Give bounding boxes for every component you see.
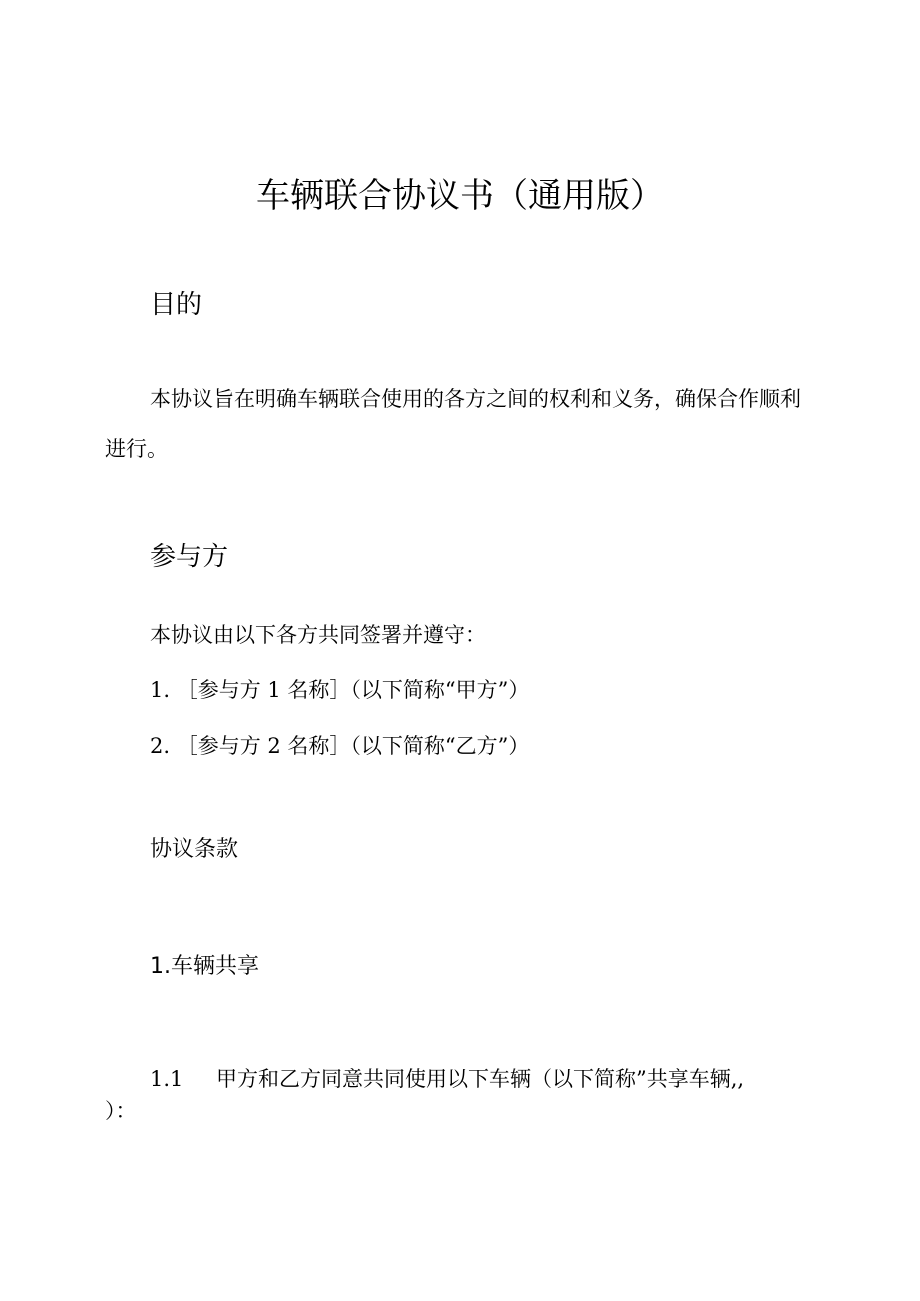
section-heading-parties: 参与方 xyxy=(150,542,229,572)
clause-text: 甲方和乙方同意共同使用以下车辆（以下简称”共享车辆,, xyxy=(216,1067,745,1091)
party-item-1: 1. ［参与方 1 名称］（以下简称“甲方”） xyxy=(150,678,530,702)
parties-intro: 本协议由以下各方共同签署并遵守： xyxy=(150,623,486,647)
clause-number: 1.1 xyxy=(150,1067,184,1091)
party-item-2: 2. ［参与方 2 名称］（以下简称“乙方”） xyxy=(150,734,530,758)
subheading-vehicle-sharing: 1.车辆共享 xyxy=(150,954,259,979)
clause-continuation: ）： xyxy=(105,1099,137,1123)
section-heading-terms: 协议条款 xyxy=(150,837,239,862)
purpose-paragraph: 本协议旨在明确车辆联合使用的各方之间的权利和义务，确保合作顺利进行。 xyxy=(105,387,801,461)
clause-1-1 xyxy=(150,1064,744,1094)
section-heading-purpose: 目的 xyxy=(150,290,203,320)
document-title: 车辆联合协议书（通用版） xyxy=(256,176,664,216)
